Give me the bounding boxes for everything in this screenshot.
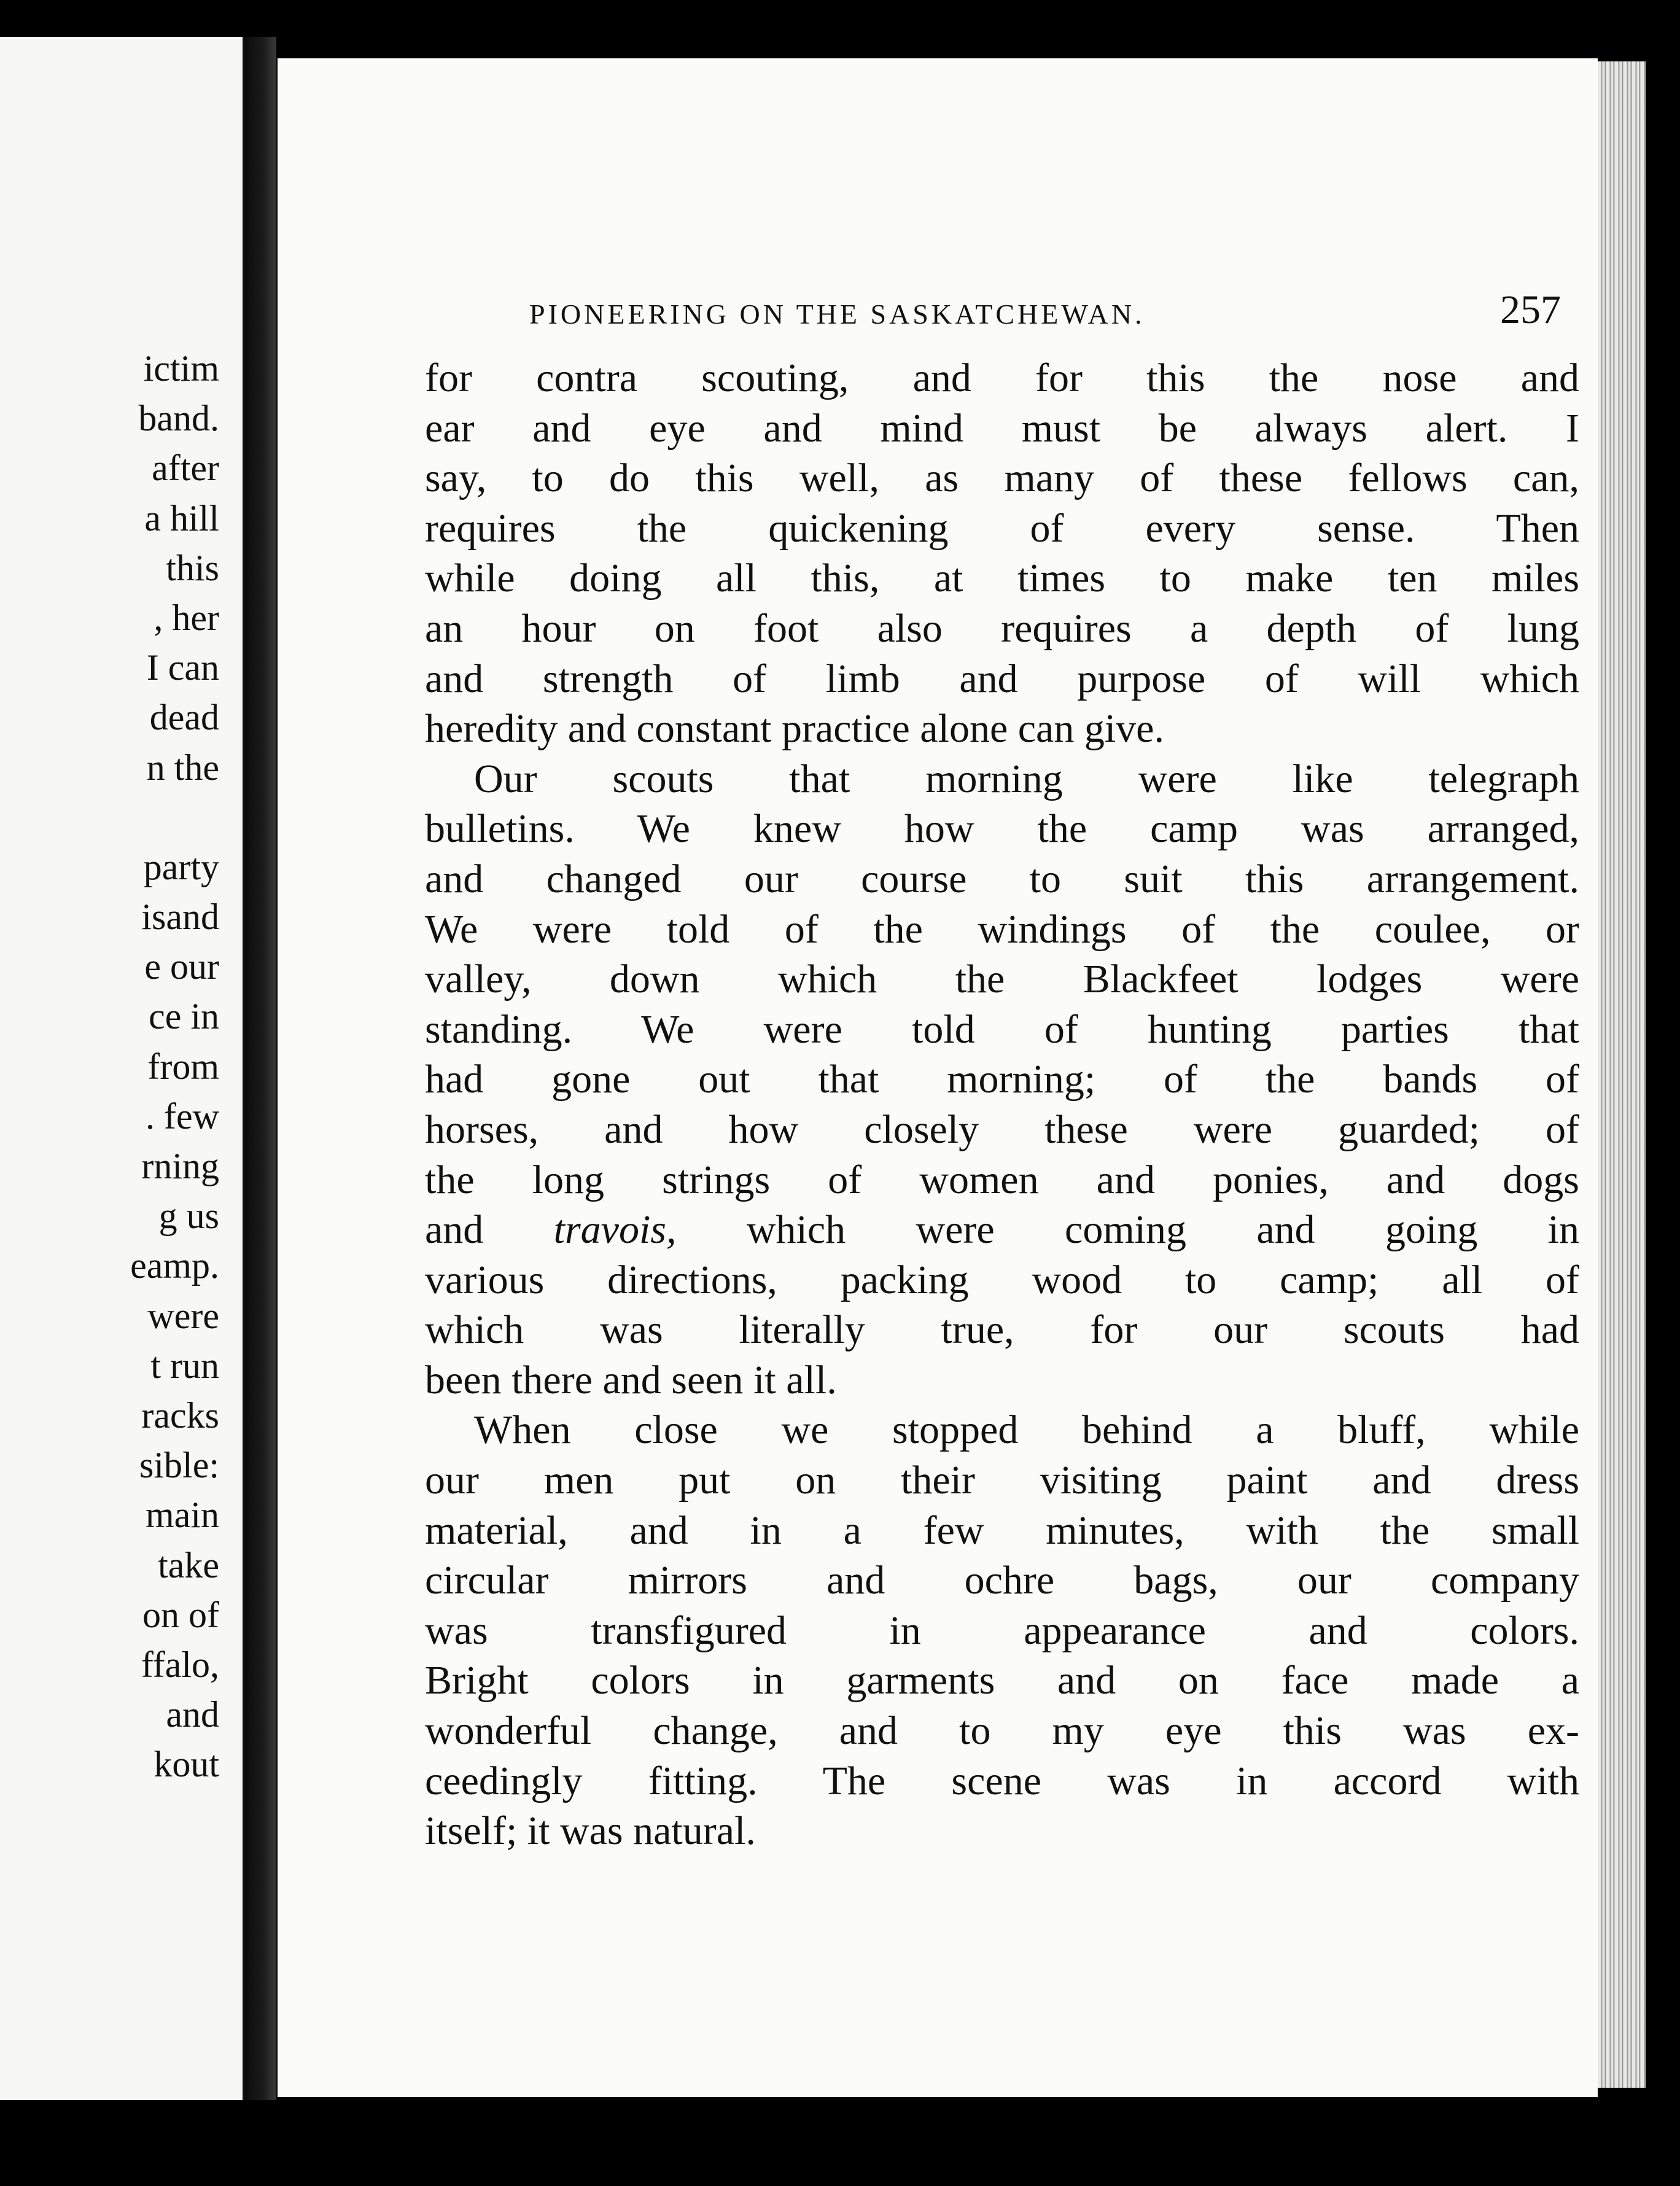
text-line: for contra scouting, and for this the nose and	[425, 356, 1579, 400]
text-line: and strength of limb and purpose of will which	[425, 656, 1579, 701]
left-page-line: after	[152, 448, 219, 489]
left-page-line: . few	[146, 1095, 219, 1137]
text-line: We were told of the windings of the coulee, or	[425, 906, 1579, 952]
left-page-line: and	[166, 1694, 219, 1735]
text-line: was transfigured in appearance and colors.	[425, 1608, 1579, 1653]
text-line: our men put on their visiting paint and dress	[425, 1458, 1579, 1503]
left-page-line: isand	[141, 897, 219, 938]
left-page-line: a hill	[144, 497, 219, 539]
left-page-line: t run	[150, 1345, 219, 1386]
italic-word: travois,	[553, 1207, 677, 1253]
text-line: wonderful change, and to my eye this was ex-	[425, 1708, 1579, 1754]
left-page-line: this	[166, 547, 219, 588]
text-line: and changed our course to suit this arrangement.	[425, 856, 1579, 901]
left-page-line: main	[146, 1495, 219, 1536]
body-text	[425, 353, 1579, 1856]
left-page-line: n the	[146, 747, 219, 788]
left-page-line: on of	[142, 1594, 219, 1635]
left-page-line: rning	[141, 1146, 219, 1186]
paragraph	[425, 754, 1579, 1406]
text-line: standing. We were told of hunting parties that	[425, 1006, 1579, 1052]
text-line: while doing all this, at times to make ten miles	[425, 556, 1579, 601]
page-number: 257	[1500, 287, 1561, 332]
left-page-line: ictim	[143, 348, 219, 389]
text-line: bulletins. We knew how the camp was arranged,	[425, 806, 1579, 852]
left-page-line: sible:	[139, 1445, 219, 1486]
text-line: been there and seen it all.	[425, 1357, 837, 1402]
text-line: and travois, which were coming and going in	[425, 1207, 1579, 1253]
left-page-line: take	[158, 1544, 219, 1585]
text-line: ceedingly fitting. The scene was in accord with	[425, 1758, 1579, 1803]
left-page-line: racks	[141, 1394, 219, 1436]
left-page-line: g us	[158, 1196, 219, 1237]
running-title: PIONEERING ON THE SASKATCHEWAN.	[529, 298, 1145, 330]
text-line: Our scouts that morning were like telegraph	[474, 756, 1579, 801]
left-page-line: were	[147, 1295, 219, 1336]
left-page-line: kout	[154, 1744, 219, 1785]
left-page-line: , her	[154, 597, 219, 638]
paragraph	[425, 353, 1579, 754]
left-page-line: party	[143, 846, 219, 887]
text-line: which was literally true, for our scouts had	[425, 1307, 1579, 1353]
text-line: an hour on foot also requires a depth of lung	[425, 605, 1579, 651]
left-page-text	[0, 344, 219, 1789]
left-page-line: I can	[146, 647, 219, 688]
text-line: the long strings of women and ponies, and dogs	[425, 1157, 1579, 1202]
text-line: When close we stopped behind a bluff, while	[474, 1407, 1579, 1453]
page-header	[529, 287, 1561, 342]
text-line: ear and eye and mind must be always alert. I	[425, 405, 1579, 451]
text-line: Bright colors in garments and on face made a	[425, 1658, 1579, 1703]
text-line: say, to do this well, as many of these fellows can,	[425, 456, 1579, 501]
paragraph	[425, 1405, 1579, 1856]
text-line: valley, down which the Blackfeet lodges were	[425, 957, 1579, 1002]
text-line: material, and in a few minutes, with the small	[425, 1507, 1579, 1553]
left-page-line	[0, 793, 219, 842]
text-line: had gone out that morning; of the bands of	[425, 1057, 1579, 1102]
book-gutter	[244, 37, 276, 2100]
left-page-line: band.	[138, 398, 219, 439]
left-facing-page	[0, 37, 246, 2100]
text-line: various directions, packing wood to camp; all of	[425, 1257, 1579, 1302]
left-page-line: ce in	[149, 996, 219, 1037]
text-line: heredity and constant practice alone can give.	[425, 706, 1164, 752]
text-line: circular mirrors and ochre bags, our company	[425, 1558, 1579, 1603]
text-line: requires the quickening of every sense. Then	[425, 505, 1579, 551]
left-page-line: eamp.	[130, 1245, 219, 1286]
left-page-line: dead	[149, 697, 219, 738]
left-page-line: ffalo,	[141, 1644, 219, 1685]
left-page-line: e our	[144, 946, 219, 987]
text-line: itself; it was natural.	[425, 1808, 756, 1854]
text-line: horses, and how closely these were guarded; of	[425, 1107, 1579, 1152]
right-page	[278, 58, 1598, 2097]
left-page-line: from	[147, 1046, 219, 1087]
